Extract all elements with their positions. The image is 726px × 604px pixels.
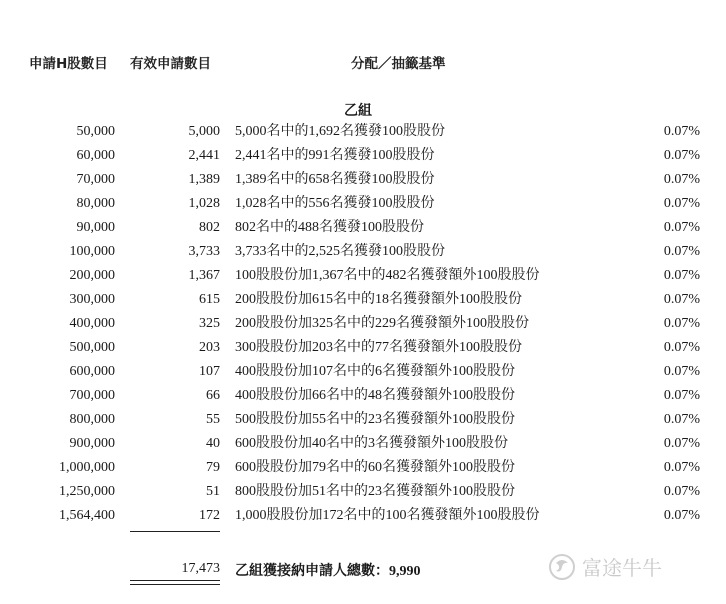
percentage-cell: 0.07% — [663, 340, 700, 355]
allocation-basis-cell: 200股股份加325名中的229名獲發額外100股股份 — [235, 316, 529, 331]
valid-applications-cell: 107 — [199, 364, 220, 379]
allocation-basis-cell: 3,733名中的2,525名獲發100股股份 — [235, 244, 445, 259]
shares-applied-cell: 60,000 — [76, 148, 115, 163]
total-label-text: 乙組獲接納申請人總數： — [235, 563, 389, 579]
valid-applications-cell: 40 — [206, 436, 220, 451]
watermark-text: 富途牛牛 — [582, 556, 662, 580]
valid-applications-cell: 1,367 — [188, 268, 220, 283]
allocation-basis-cell: 802名中的488名獲發100股股份 — [235, 220, 424, 235]
shares-applied-cell: 300,000 — [69, 292, 115, 307]
allocation-basis-cell: 800股股份加51名中的23名獲發額外100股股份 — [235, 484, 515, 499]
shares-applied-cell: 200,000 — [69, 268, 115, 283]
valid-applications-cell: 172 — [199, 508, 220, 523]
valid-applications-cell: 66 — [206, 388, 220, 403]
allocation-basis-cell: 1,000股股份加172名中的100名獲發額外100股股份 — [235, 508, 540, 523]
percentage-cell: 0.07% — [663, 196, 700, 211]
table-row — [0, 123, 726, 147]
table-row — [0, 435, 726, 459]
valid-applications-cell: 51 — [206, 484, 220, 499]
header-allocation-basis: 分配／抽籤基準 — [351, 56, 446, 72]
shares-applied-cell: 1,000,000 — [59, 460, 115, 475]
valid-applications-cell: 2,441 — [188, 148, 220, 163]
table-row — [0, 363, 726, 387]
allocation-basis-cell: 2,441名中的991名獲發100股股份 — [235, 148, 435, 163]
percentage-cell: 0.07% — [663, 292, 700, 307]
percentage-cell: 0.07% — [663, 508, 700, 523]
valid-applications-cell: 802 — [199, 220, 220, 235]
percentage-cell: 0.07% — [663, 124, 700, 139]
valid-applications-cell: 203 — [199, 340, 220, 355]
allocation-basis-cell: 600股股份加79名中的60名獲發額外100股股份 — [235, 460, 515, 475]
table-row — [0, 411, 726, 435]
percentage-cell: 0.07% — [663, 460, 700, 475]
allocation-basis-cell: 600股股份加40名中的3名獲發額外100股股份 — [235, 436, 508, 451]
table-row — [0, 387, 726, 411]
shares-applied-cell: 80,000 — [76, 196, 115, 211]
shares-applied-cell: 1,250,000 — [59, 484, 115, 499]
shares-applied-cell: 1,564,400 — [59, 508, 115, 523]
percentage-cell: 0.07% — [663, 148, 700, 163]
total-applications: 17,473 — [181, 561, 220, 576]
table-row — [0, 243, 726, 267]
allocation-basis-cell: 200股股份加615名中的18名獲發額外100股股份 — [235, 292, 522, 307]
allocation-basis-cell: 1,028名中的556名獲發100股股份 — [235, 196, 435, 211]
table-row — [0, 507, 726, 531]
percentage-cell: 0.07% — [663, 388, 700, 403]
valid-applications-cell: 3,733 — [188, 244, 220, 259]
allocation-basis-cell: 500股股份加55名中的23名獲發額外100股股份 — [235, 412, 515, 427]
shares-applied-cell: 600,000 — [69, 364, 115, 379]
allocation-basis-cell: 5,000名中的1,692名獲發100股股份 — [235, 124, 445, 139]
table-row — [0, 219, 726, 243]
valid-applications-cell: 1,389 — [188, 172, 220, 187]
valid-applications-cell: 79 — [206, 460, 220, 475]
table-row — [0, 339, 726, 363]
total-value: 9,990 — [389, 564, 421, 579]
valid-applications-cell: 55 — [206, 412, 220, 427]
total-label — [235, 560, 421, 580]
shares-applied-cell: 90,000 — [76, 220, 115, 235]
group-title: 乙組 — [344, 103, 372, 119]
percentage-cell: 0.07% — [663, 244, 700, 259]
shares-applied-cell: 50,000 — [76, 124, 115, 139]
table-row — [0, 171, 726, 195]
percentage-cell: 0.07% — [663, 484, 700, 499]
subtotal-rule — [130, 531, 220, 532]
watermark — [548, 552, 662, 581]
table-row — [0, 315, 726, 339]
allocation-basis-cell: 100股股份加1,367名中的482名獲發額外100股股份 — [235, 268, 540, 283]
total-double-rule — [130, 580, 220, 585]
valid-applications-cell: 325 — [199, 316, 220, 331]
shares-applied-cell: 400,000 — [69, 316, 115, 331]
header-valid-applications: 有效申請數目 — [130, 56, 211, 72]
percentage-cell: 0.07% — [663, 436, 700, 451]
table-row — [0, 147, 726, 171]
allocation-basis-cell: 300股股份加203名中的77名獲發額外100股股份 — [235, 340, 522, 355]
percentage-cell: 0.07% — [663, 268, 700, 283]
percentage-cell: 0.07% — [663, 412, 700, 427]
table-row — [0, 291, 726, 315]
percentage-cell: 0.07% — [663, 316, 700, 331]
shares-applied-cell: 100,000 — [69, 244, 115, 259]
shares-applied-cell: 700,000 — [69, 388, 115, 403]
shares-applied-cell: 500,000 — [69, 340, 115, 355]
percentage-cell: 0.07% — [663, 220, 700, 235]
percentage-cell: 0.07% — [663, 364, 700, 379]
allocation-basis-cell: 1,389名中的658名獲發100股股份 — [235, 172, 435, 187]
header-shares-applied: 申請H股數目 — [29, 56, 108, 72]
shares-applied-cell: 900,000 — [69, 436, 115, 451]
valid-applications-cell: 615 — [199, 292, 220, 307]
shares-applied-cell: 800,000 — [69, 412, 115, 427]
valid-applications-cell: 5,000 — [188, 124, 220, 139]
allocation-basis-cell: 400股股份加66名中的48名獲發額外100股股份 — [235, 388, 515, 403]
futu-logo-icon — [548, 553, 576, 581]
table-row — [0, 483, 726, 507]
table-row — [0, 459, 726, 483]
valid-applications-cell: 1,028 — [188, 196, 220, 211]
table-row — [0, 195, 726, 219]
percentage-cell: 0.07% — [663, 172, 700, 187]
shares-applied-cell: 70,000 — [76, 172, 115, 187]
allocation-table — [0, 123, 726, 531]
table-row — [0, 267, 726, 291]
allocation-basis-cell: 400股股份加107名中的6名獲發額外100股股份 — [235, 364, 515, 379]
